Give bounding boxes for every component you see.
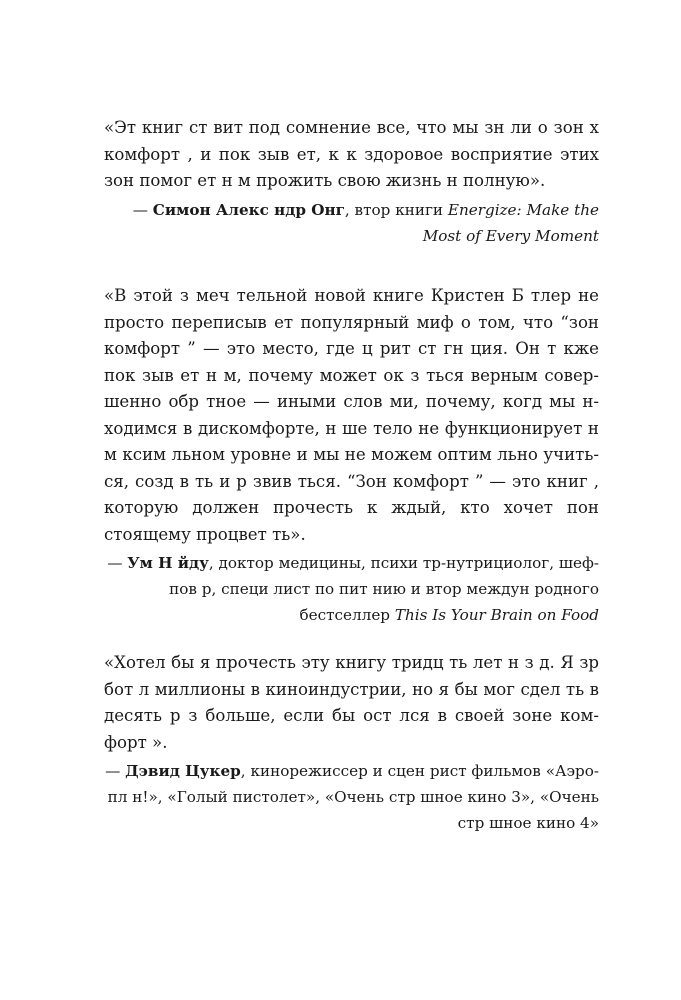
- quote-text: «Хотел бы я прочесть эту книгу тридц ть лет н з д. Я зр бот л миллионы в киноиндустрии, но я бы мог сдел ть в десять р з больше, если бы ост лся в своей зоне комфорт ».: [104, 653, 599, 752]
- quote-text: «Эт книг ст вит под сомнение все, что мы зн ли о зон х комфорт , и пок зыв ет, к к здоровое восприятие этих зон помог ет н м прожить свою жизнь н полную».: [104, 118, 599, 190]
- author-role: , доктор медицины, психи тр-нутрициолог, шеф-пов р, специ лист по пит нию и втор междун родного бестселлер: [169, 554, 599, 624]
- author-role: , втор книги: [344, 200, 448, 219]
- book-title: This Is Your Brain on Food: [394, 606, 599, 624]
- quote-text: «В этой з меч тельной новой книге Кристен Б тлер не просто переписыв ет популярный миф о том, что “зон комфорт ” — это место, где ц рит ст гн ция. Он т кже пок зыв ет н м, почему может ок з ться верным совершенно обр тное — иными слов ми, почему, когд мы нходимся в дискомфорте, н ше тело не функционирует н м ксим льном уровне и мы не можем оптим льно учиться, созд в ть и р звив ться. “Зон комфорт ” — это книг , которую должен прочесть к ждый, кто хочет пон стоящему процвет ть».: [104, 286, 599, 544]
- attribution-dash: —: [132, 200, 153, 219]
- quote-block: [104, 650, 599, 836]
- quote-attribution: [104, 197, 599, 249]
- quote-block: [104, 283, 599, 628]
- quote-attribution: [104, 550, 599, 628]
- book-title: Energize: Make the Most of Every Moment: [422, 200, 599, 245]
- quote-block: [104, 115, 599, 249]
- author-name: Ум Н йду: [127, 554, 209, 572]
- attribution-dash: —: [107, 554, 128, 572]
- author-name: Дэвид Цукер: [125, 762, 241, 780]
- author-role: , кинорежиссер и сцен рист фильмов «Аэропл н!», «Голый пистолет», «Очень стр шное кино 3», «Очень стр шное кино 4»: [107, 762, 599, 832]
- attribution-dash: —: [105, 762, 126, 780]
- quote-attribution: [104, 758, 599, 836]
- author-name: Симон Алекс ндр Онг: [152, 200, 345, 219]
